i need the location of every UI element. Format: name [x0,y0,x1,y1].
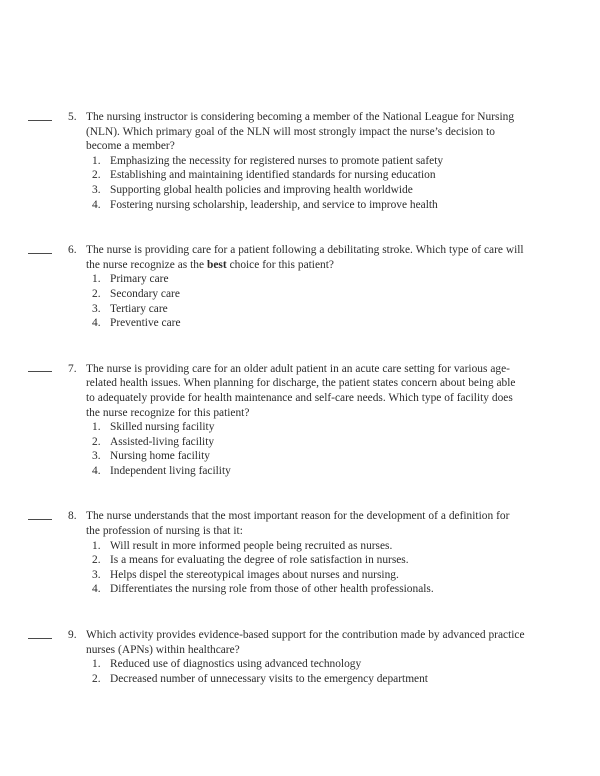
answer-option-text: Decreased number of unnecessary visits to the emergency department [110,672,428,685]
answer-option[interactable] [92,287,526,302]
answer-option-list [68,657,526,686]
answer-option[interactable] [92,272,526,287]
answer-option-list [68,272,526,330]
answer-option-list [68,154,526,212]
answer-option-number: 1. [92,154,101,167]
answer-option[interactable] [92,183,526,198]
answer-option[interactable] [92,568,526,583]
answer-option-number: 1. [92,658,101,671]
answer-option-text: Reduced use of diagnostics using advanced technology [110,658,362,671]
answer-option-number: 2. [92,672,101,685]
answer-option[interactable] [92,198,526,213]
answer-option-number: 4. [92,317,101,330]
answer-option[interactable] [92,657,526,672]
question-block [0,110,600,212]
answer-option[interactable] [92,420,526,435]
answer-option[interactable] [92,464,526,479]
question-number: 6. [68,244,77,257]
answer-option-number: 2. [92,169,101,182]
answer-option-text: Independent living facility [110,464,231,477]
question-block [0,628,600,686]
answer-option-text: Secondary care [110,287,180,300]
question-number: 7. [68,362,77,375]
answer-option-number: 3. [92,302,101,315]
answer-option[interactable] [92,672,526,687]
answer-option-list [68,420,526,478]
answer-blank-line[interactable] [28,253,52,254]
answer-option[interactable] [92,435,526,450]
answer-option-text: Will result in more informed people being recruited as nurses. [110,539,393,552]
answer-option-number: 3. [92,450,101,463]
answer-option-number: 2. [92,554,101,567]
question-block [0,243,600,331]
question-number: 9. [68,629,77,642]
answer-option[interactable] [92,539,526,554]
answer-option-text: Nursing home facility [110,450,210,463]
answer-option-text: Fostering nursing scholarship, leadership, and service to improve health [110,198,438,211]
answer-option-number: 1. [92,421,101,434]
question-prompt-row [68,628,526,657]
question-block [0,362,600,479]
question-number: 5. [68,111,77,123]
answer-option-text: Helps dispel the stereotypical images about nurses and nursing. [110,568,399,581]
question-number: 8. [68,510,77,523]
answer-option-text: Preventive care [110,317,181,330]
answer-option-number: 1. [92,273,101,286]
question-text: The nurse is providing care for a patient following a debilitating stroke. Which type of care will the nurse recognize as the best choice for this patient? [86,244,524,271]
answer-option-text: Is a means for evaluating the degree of role satisfaction in nurses. [110,554,409,567]
question-prompt-row [68,110,526,154]
question-text: The nurse is providing care for an older adult patient in an acute care setting for various age-related health issues. When planning for discharge, the patient states concern about being able to adequately provide for health maintenance and self-care needs. Which type of facility does the nurse recognize for this patient? [86,362,516,419]
answer-option-text: Establishing and maintaining identified standards for nursing education [110,169,436,182]
answer-option-text: Assisted-living facility [110,435,215,448]
answer-option-number: 2. [92,287,101,300]
question-prompt-row [68,509,526,538]
answer-option-list [68,539,526,597]
answer-option[interactable] [92,154,526,169]
answer-blank-line[interactable] [28,519,52,520]
answer-option[interactable] [92,302,526,317]
question-prompt-row [68,362,526,420]
answer-option[interactable] [92,316,526,331]
answer-option-text: Differentiates the nursing role from those of other health professionals. [110,583,434,596]
answer-option[interactable] [92,449,526,464]
question-text: The nursing instructor is considering becoming a member of the National League for Nursing (NLN). Which primary goal of the NLN will most strongly impact the nurse’s decision to become a member? [86,111,515,153]
answer-option-text: Primary care [110,273,169,286]
answer-blank-line[interactable] [28,638,52,639]
question-list [0,110,600,686]
answer-option-number: 4. [92,583,101,596]
answer-blank-line[interactable] [28,120,52,121]
answer-option-text: Supporting global health policies and improving health worldwide [110,183,413,196]
answer-option-text: Skilled nursing facility [110,421,215,434]
question-prompt-row [68,243,526,272]
answer-option[interactable] [92,168,526,183]
answer-option-text: Tertiary care [110,302,168,315]
question-text: Which activity provides evidence-based support for the contribution made by advanced practice nurses (APNs) within healthcare? [86,629,525,656]
answer-blank-line[interactable] [28,371,52,372]
answer-option-number: 1. [92,539,101,552]
answer-option-text: Emphasizing the necessity for registered nurses to promote patient safety [110,154,444,167]
answer-option-number: 3. [92,568,101,581]
answer-option[interactable] [92,582,526,597]
answer-option-number: 2. [92,435,101,448]
answer-option-number: 4. [92,198,101,211]
answer-option-number: 4. [92,464,101,477]
question-text: The nurse understands that the most important reason for the development of a definition for the profession of nursing is that it: [86,510,510,538]
answer-option-number: 3. [92,183,101,196]
answer-option[interactable] [92,553,526,568]
question-block [0,509,600,597]
